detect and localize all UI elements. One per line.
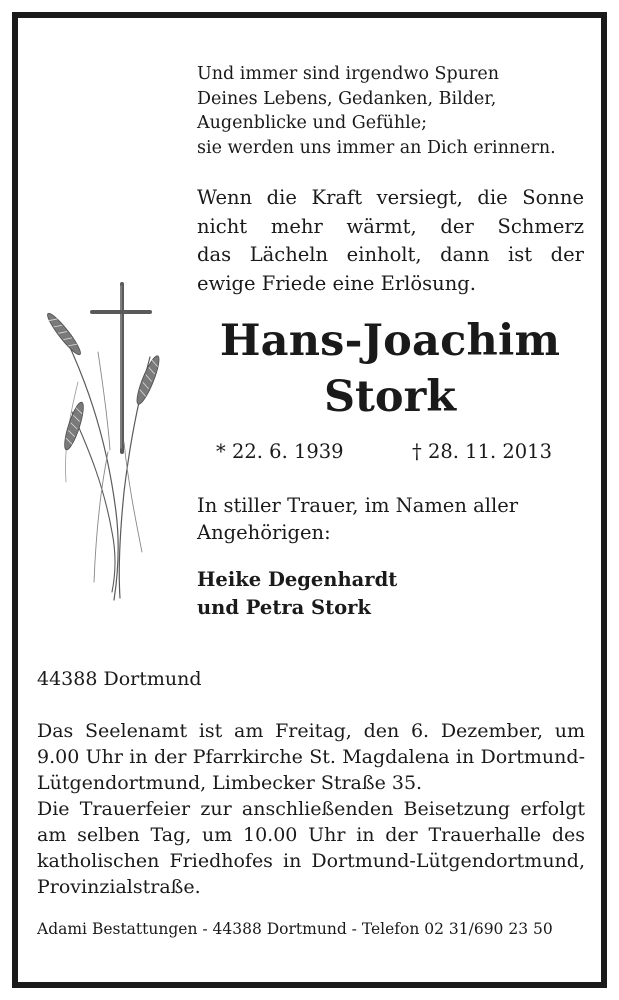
poem-line: Wenn die Kraft versiegt, die Sonne [197, 186, 584, 209]
notice-line: Das Seelenamt ist am Freitag, den 6. Dezember, um [37, 720, 585, 742]
mourning-intro [197, 492, 557, 546]
funeral-notice [37, 796, 585, 900]
poem-line: nicht mehr wärmt, der Schmerz [197, 214, 584, 238]
notice-line: 9.00 Uhr in der Pfarrkirche St. Magdalena in Dortmund- [37, 746, 585, 768]
cross-with-wheat-icon [38, 282, 166, 604]
poem-line: Deines Lebens, Gedanken, Bilder, [197, 88, 497, 109]
notice-line: Lütgendortmund, Limbecker Straße 35. [37, 772, 423, 794]
deceased-last-name: Stork [323, 372, 457, 422]
notice-line: Die Trauerfeier zur anschließenden Beisetzung erfolgt [37, 798, 585, 820]
deceased-first-name: Hans-Joachim [219, 316, 561, 366]
notice-line: am selben Tag, um 10.00 Uhr in der Trauerhalle des [37, 824, 585, 846]
birth-date: * 22. 6. 1939 [216, 440, 344, 463]
notice-line: Provinzialstraße. [37, 876, 201, 898]
mourner-city: 44388 Dortmund [37, 668, 202, 690]
poem-stanza-2 [197, 184, 584, 298]
death-date: † 28. 11. 2013 [412, 440, 552, 463]
mourner-names [197, 566, 397, 622]
mourner-name: und Petra Stork [197, 596, 371, 619]
funeral-home-footer: Adami Bestattungen - 44388 Dortmund - Telefon 02 31/690 23 50 [37, 920, 553, 938]
poem-line: Und immer sind irgendwo Spuren [197, 64, 499, 84]
poem-stanza-1 [197, 62, 597, 160]
mourning-intro-line: In stiller Trauer, im Namen aller [197, 494, 519, 517]
poem-line: Augenblicke und Gefühle; [197, 113, 427, 133]
poem-line: das Lächeln einholt, dann ist der [197, 243, 584, 266]
mourner-name: Heike Degenhardt [197, 568, 398, 591]
requiem-notice [37, 718, 585, 796]
poem-line: sie werden uns immer an Dich erinnern. [197, 137, 556, 158]
mourning-intro-line: Angehörigen: [197, 521, 331, 544]
poem-line: ewige Friede eine Erlösung. [197, 271, 476, 295]
notice-line: katholischen Friedhofes in Dortmund-Lütgendortmund, [37, 850, 585, 872]
